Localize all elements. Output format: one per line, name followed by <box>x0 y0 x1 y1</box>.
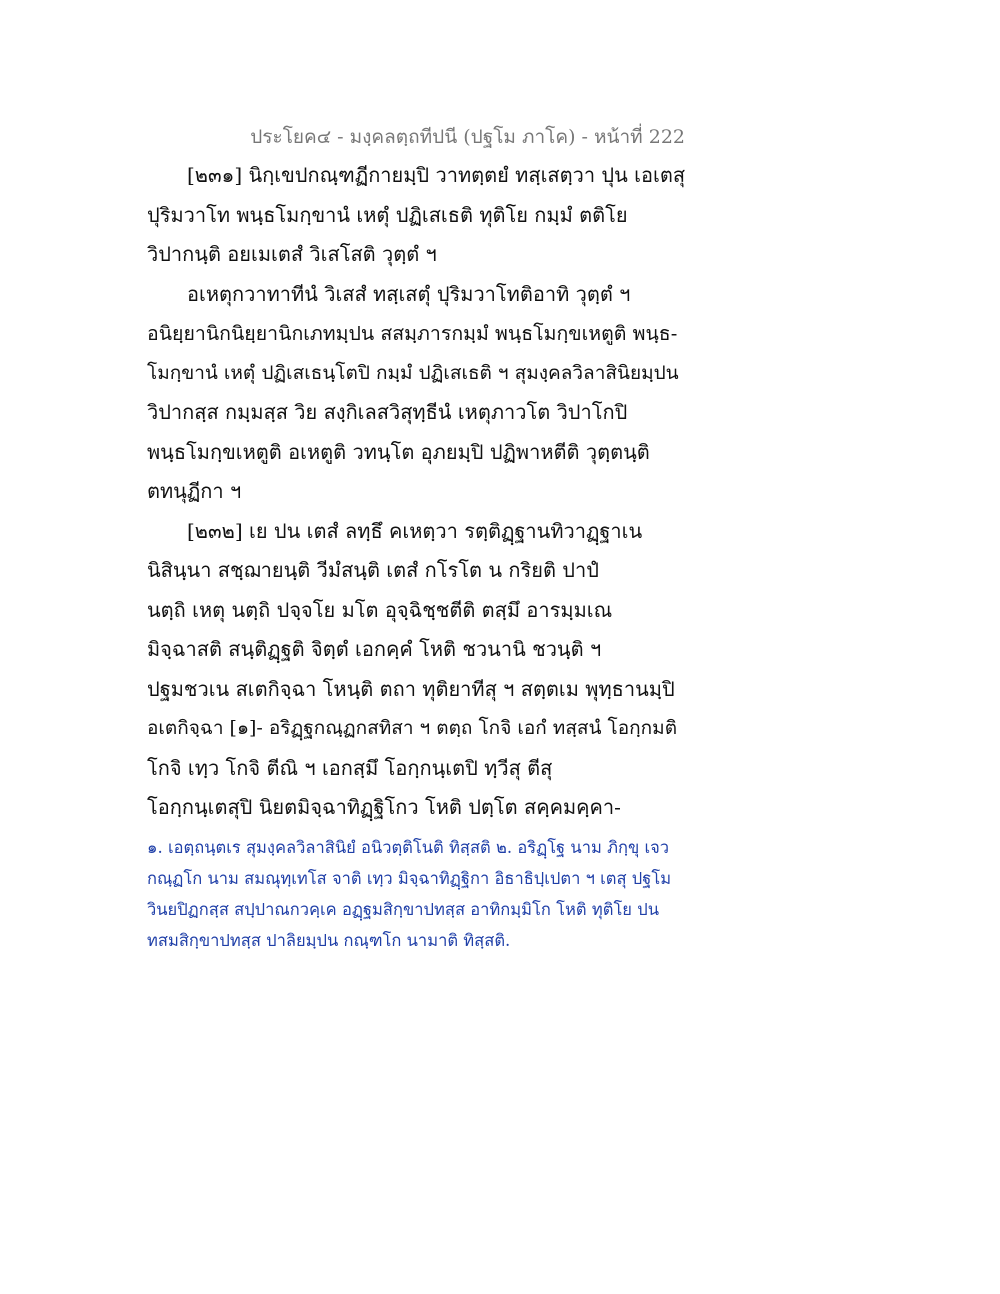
text-line: อนิยฺยานิกนิยฺยานิกเภทมฺปน สสมฺภารกมฺมํ พนฺธโมกฺขเหตูติ พนฺธ- <box>147 322 678 345</box>
text-line: โอกฺกนฺเตสุปิ นิยตมิจฺฉาทิฏฺฐิโกว โหติ ปตฺโต สคฺคมคฺคา- <box>147 795 621 819</box>
page-header: ประโยค๔ - มงฺคลตฺถทีปนี (ปฐโม ภาโค) - หน้าที่ 222 <box>250 126 685 148</box>
text-line: ปุริมวาโท พนฺธโมกฺขานํ เหตุํ ปฏิเสเธติ ทุติโย กมฺมํ ตติโย <box>147 202 628 227</box>
footnotes <box>147 832 687 956</box>
footnote-line: ๑. เอตฺถนฺตเร สุมงฺคลวิลาสินิยํ อนิวตฺติโนติ ทิสฺสติ ๒. อริฏฺโฐ นาม ภิกฺขุ เจว <box>147 838 670 857</box>
text-line: ปฐมชวเน สเตกิจฺฉา โหนฺติ ตถา ทุติยาทีสุ ฯ สตฺตเม พุทฺธานมฺปิ <box>147 676 675 701</box>
text-line: อเตกิจฺฉา [๑]- อริฏฺฐกณฺฏกสทิสา ฯ ตตฺถ โกจิ เอกํ ทสฺสนํ โอกฺกมติ <box>147 717 678 739</box>
text-line: ตทนุฏีกา ฯ <box>147 479 242 503</box>
text-line: วิปากนฺติ อยเมเตสํ วิเสโสติ วุตฺตํ ฯ <box>147 242 437 266</box>
footnote-line: ทสมสิกฺขาปทสฺส ปาลิยมฺปน กณฺฑโก นามาติ ทิสฺสติ. <box>147 931 511 950</box>
footnote-line: วินยปิฏกสฺส สปฺปาณกวคฺเค อฏฺฐมสิกฺขาปทสฺส อาทิกมฺมิโก โหติ ทุติโย ปน <box>147 900 659 919</box>
text-line: วิปากสฺส กมฺมสฺส วิย สงฺกิเลสวิสุทฺธีนํ เหตุภาวโต วิปาโกปิ <box>147 400 628 424</box>
text-line: อเหตุกวาทาทีนํ วิเสสํ ทสฺเสตุํ ปุริมวาโทติอาทิ วุตฺตํ ฯ <box>187 281 631 306</box>
main-text <box>147 156 687 828</box>
text-line: โมกฺขานํ เหตุํ ปฏิเสเธนฺโตปิ กมฺมํ ปฏิเสเธติ ฯ สุมงฺคลวิลาสินิยมฺปน <box>147 361 679 384</box>
text-line: นิสินฺนา สชฺฌายนฺติ วีมํสนฺติ เตสํ กโรโต น กริยติ ปาปํ <box>147 558 599 582</box>
text-line: โกจิ เทฺว โกจิ ตีณิ ฯ เอกสฺมึ โอกฺกนฺเตปิ ทฺวีสุ ตีสุ <box>147 755 553 780</box>
text-line: [๒๓๑] นิกฺเขปกณฺฑฏีกายมฺปิ วาทตฺตยํ ทสฺเสตฺวา ปุน เอเตสุ <box>187 163 686 187</box>
text-line: พนฺธโมกฺขเหตูติ อเหตูติ วทนฺโต อุภยมฺปิ ปฏิพาหตีติ วุตฺตนฺติ <box>147 439 650 464</box>
text-line: [๒๓๒] เย ปน เตสํ ลทฺธึ คเหตฺวา รตฺติฏฺฐานทิวาฏฺฐาเน <box>187 518 643 543</box>
text-line: นตฺถิ เหตุ นตฺถิ ปจฺจโย มโต อุจฺฉิชฺชตีติ ตสฺมึ อารมฺมเณ <box>147 597 613 622</box>
footnote-line: กณฺฏโก นาม สมณุทฺเทโส จาติ เทฺว มิจฺฉาทิฏฺฐิกา อิธาธิปฺเปตา ฯ เตสุ ปฐโม <box>147 869 672 888</box>
text-line: มิจฺฉาสติ สนฺติฏฺฐติ จิตฺตํ เอกคฺคํ โหติ ชวนานิ ชวนฺติ ฯ <box>147 637 602 661</box>
